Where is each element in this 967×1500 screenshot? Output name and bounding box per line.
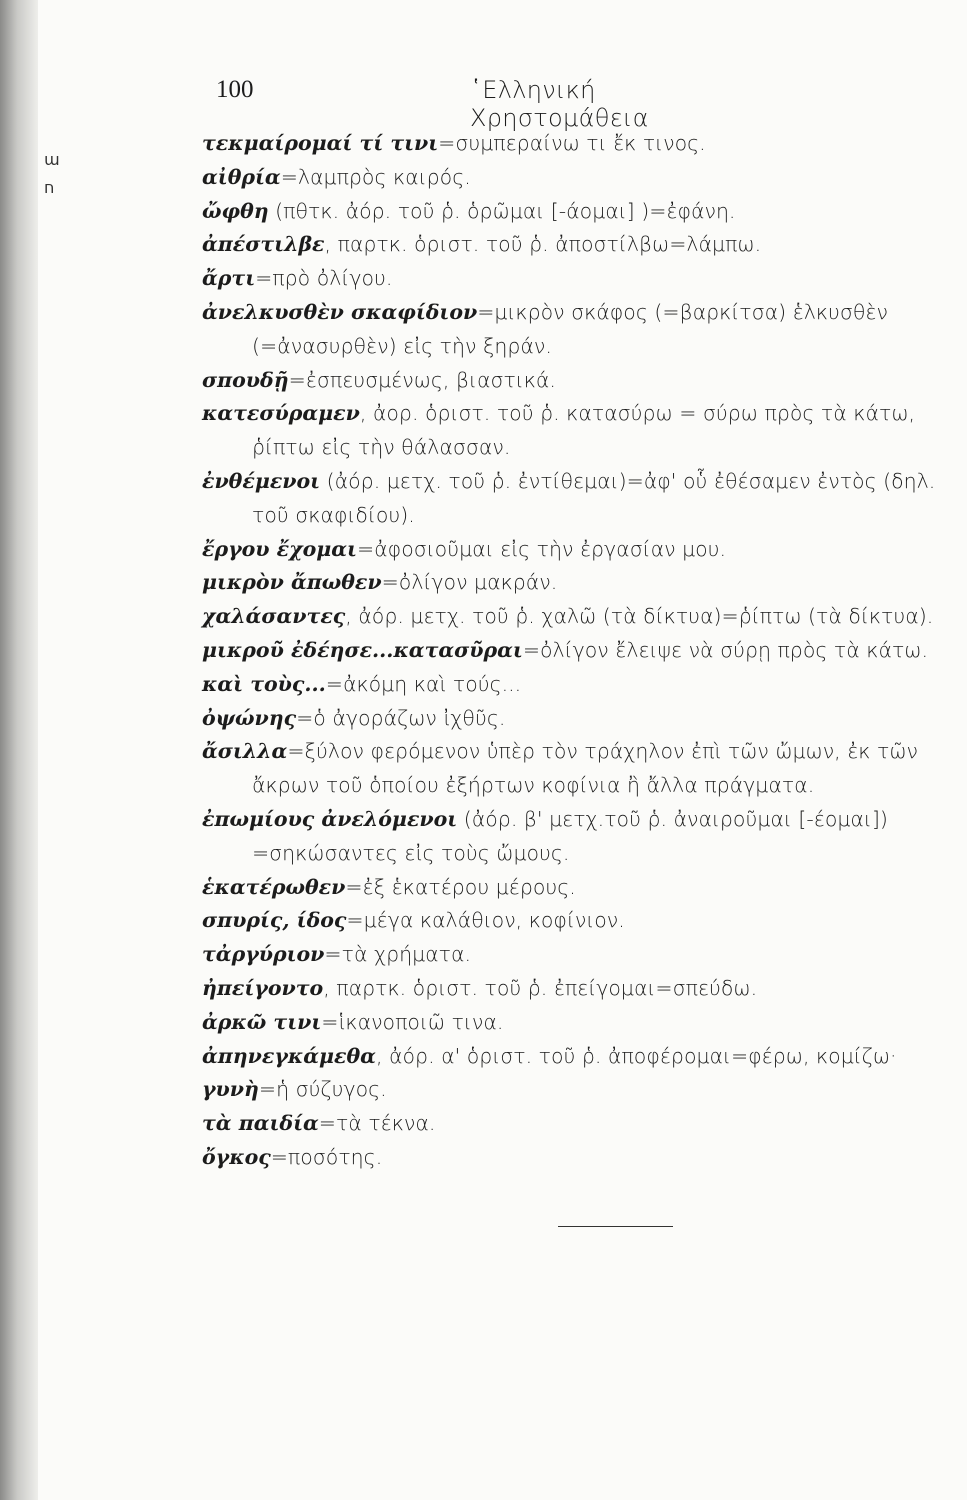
entry-gloss: =συμπεραίνω τι ἔκ τινος. xyxy=(438,131,706,155)
glossary-entry xyxy=(202,702,942,736)
glossary-entry xyxy=(202,465,942,533)
glossary-entry xyxy=(202,296,942,364)
glossary-entry xyxy=(202,262,942,296)
entry-term: τἀργύριον xyxy=(202,942,325,967)
entry-term: σπουδῇ xyxy=(202,367,289,392)
glossary-entry xyxy=(202,904,942,938)
glossary-entry xyxy=(202,634,942,668)
entry-gloss: =μέγα καλάθιον, κοφίνιον. xyxy=(346,908,625,933)
glossary-list xyxy=(202,127,942,1175)
entry-term: ἔργου ἔχομαι xyxy=(202,536,357,561)
entry-gloss: =πρὸ ὀλίγου. xyxy=(255,266,393,291)
entry-term: μικροῦ ἐδέησε...κατασῦραι xyxy=(202,637,523,662)
glossary-entry xyxy=(202,127,942,161)
entry-term: ὀψώνης xyxy=(202,705,297,730)
entry-term: καὶ τοὺς... xyxy=(202,671,326,696)
book-binding-shadow xyxy=(0,0,38,1500)
glossary-entry xyxy=(202,938,942,972)
glossary-entry xyxy=(202,600,942,634)
entry-term: σπυρίς, ίδος xyxy=(202,908,347,933)
entry-gloss: =ἀκόμη καὶ τούς... xyxy=(325,671,522,696)
entry-term: αἰθρία xyxy=(202,164,281,189)
entry-gloss: =τὰ χρήματα. xyxy=(324,942,472,967)
entry-gloss: =λαμπρὸς καιρός. xyxy=(280,164,471,189)
margin-mark: ɯ xyxy=(44,150,60,169)
entry-term: ἑκατέρωθεν xyxy=(202,874,346,899)
entry-term: ἠπείγοντο xyxy=(202,975,324,1000)
entry-term: γυνὴ xyxy=(202,1077,259,1102)
entry-term: χαλάσαντες xyxy=(202,604,346,629)
entry-term: τὰ παιδία xyxy=(202,1111,319,1136)
running-title: ῾Ελληνική Χρηστομάθεια xyxy=(470,76,649,132)
entry-term: κατεσύραμεν xyxy=(202,401,360,426)
entry-term: ἀρκῶ τινι xyxy=(202,1009,322,1034)
entry-gloss: =τὰ τέκνα. xyxy=(318,1111,436,1136)
entry-term: μικρὸν ἄπωθεν xyxy=(202,570,382,595)
glossary-entry xyxy=(202,803,942,871)
entry-gloss: , ἀορ. ὁριστ. τοῦ ῥ. κατασύρω = σύρω πρὸς τὰ κάτω, ῥίπτω εἰς τὴν θάλασσαν. xyxy=(252,401,916,460)
entry-term: ἀπέστιλβε xyxy=(202,232,325,257)
entry-gloss: =ὀλίγον ἔλειψε νὰ σύρῃ πρὸς τὰ κάτω. xyxy=(522,637,928,662)
glossary-entry xyxy=(202,195,942,229)
glossary-entry xyxy=(202,1006,942,1040)
glossary-entry xyxy=(202,364,942,398)
entry-gloss: =μικρὸν σκάφος (=βαρκίτσα) ἑλκυσθὲν (=ἀνασυρθὲν) εἰς τὴν ξηράν. xyxy=(252,299,888,358)
entry-gloss: =ὁ ἀγοράζων ἰχθῦς. xyxy=(296,705,506,730)
margin-mark: ח xyxy=(44,178,55,197)
glossary-entry xyxy=(202,668,942,702)
glossary-entry xyxy=(202,533,942,567)
entry-gloss: =ἐξ ἑκατέρου μέρους. xyxy=(345,874,576,899)
entry-term: ἄσιλλα xyxy=(202,739,288,764)
glossary-entry xyxy=(202,1107,942,1141)
entry-gloss: =ὀλίγον μακράν. xyxy=(381,570,558,595)
entry-gloss: =ἱκανοποιῶ τινα. xyxy=(321,1009,504,1034)
entry-term: ὤφθη xyxy=(202,198,269,223)
glossary-entry xyxy=(202,871,942,905)
entry-gloss: =ἀφοσιοῦμαι εἰς τὴν ἐργασίαν μου. xyxy=(356,536,727,561)
entry-term: ἄρτι xyxy=(202,266,256,291)
entry-gloss: =ποσότης. xyxy=(270,1144,383,1169)
glossary-entry xyxy=(202,1073,942,1107)
end-rule-divider xyxy=(558,1226,673,1227)
entry-gloss: =ξύλον φερόμενον ὑπὲρ τὸν τράχηλον ἐπὶ τῶν ὤμων, ἐκ τῶν ἄκρων τοῦ ὁποίου ἐξήρτων κοφίνια ἢ ἄλλα πράγματα. xyxy=(252,739,918,798)
entry-term: ὄγκος xyxy=(202,1144,271,1169)
glossary-entry xyxy=(202,735,942,803)
entry-gloss: (πθτκ. ἀόρ. τοῦ ῥ. ὁρῶμαι [-άομαι] )=ἐφάνη. xyxy=(268,198,736,223)
glossary-entry xyxy=(202,161,942,195)
entry-term: ἀπηνεγκάμεθα xyxy=(202,1043,376,1068)
page-number: 100 xyxy=(216,76,254,103)
entry-gloss: , παρτκ. ὁριστ. τοῦ ῥ. ἀποστίλβω=λάμπω. xyxy=(324,232,762,257)
glossary-entry xyxy=(202,566,942,600)
glossary-entry xyxy=(202,228,942,262)
entry-gloss: (ἀόρ. μετχ. τοῦ ῥ. ἐντίθεμαι)=ἀφ' οὗ ἐθέσαμεν ἐντὸς (δηλ. τοῦ σκαφιδίου). xyxy=(252,468,936,527)
entry-term: ἀνελκυσθὲν σκαφίδιον xyxy=(202,299,478,324)
entry-gloss: (ἀόρ. β' μετχ.τοῦ ῥ. ἀναιροῦμαι [-έομαι]) =σηκώσαντες εἰς τοὺς ὤμους. xyxy=(252,806,888,865)
entry-gloss: , παρτκ. ὁριστ. τοῦ ῥ. ἐπείγομαι=σπεύδω. xyxy=(323,975,758,1000)
entry-gloss: =ἐσπευσμένως, βιαστικά. xyxy=(288,367,556,392)
entry-term: ἐνθέμενοι xyxy=(202,468,321,493)
entry-term: ἐπωμίους ἀνελόμενοι xyxy=(202,806,458,831)
glossary-entry xyxy=(202,1040,942,1074)
book-page xyxy=(38,0,967,1500)
page-header xyxy=(216,76,776,132)
entry-gloss: , ἀόρ. α' ὁριστ. τοῦ ῥ. ἀποφέρομαι=φέρω, κομίζω· xyxy=(375,1043,897,1068)
entry-gloss: =ἡ σύζυγος. xyxy=(258,1077,387,1102)
glossary-entry xyxy=(202,397,942,465)
entry-term: τεκμαίρομαί τί τινι xyxy=(202,131,439,155)
entry-gloss: , ἀόρ. μετχ. τοῦ ῥ. χαλῶ (τὰ δίκτυα)=ῥίπτω (τὰ δίκτυα). xyxy=(345,604,934,629)
glossary-entry xyxy=(202,972,942,1006)
glossary-entry xyxy=(202,1141,942,1175)
